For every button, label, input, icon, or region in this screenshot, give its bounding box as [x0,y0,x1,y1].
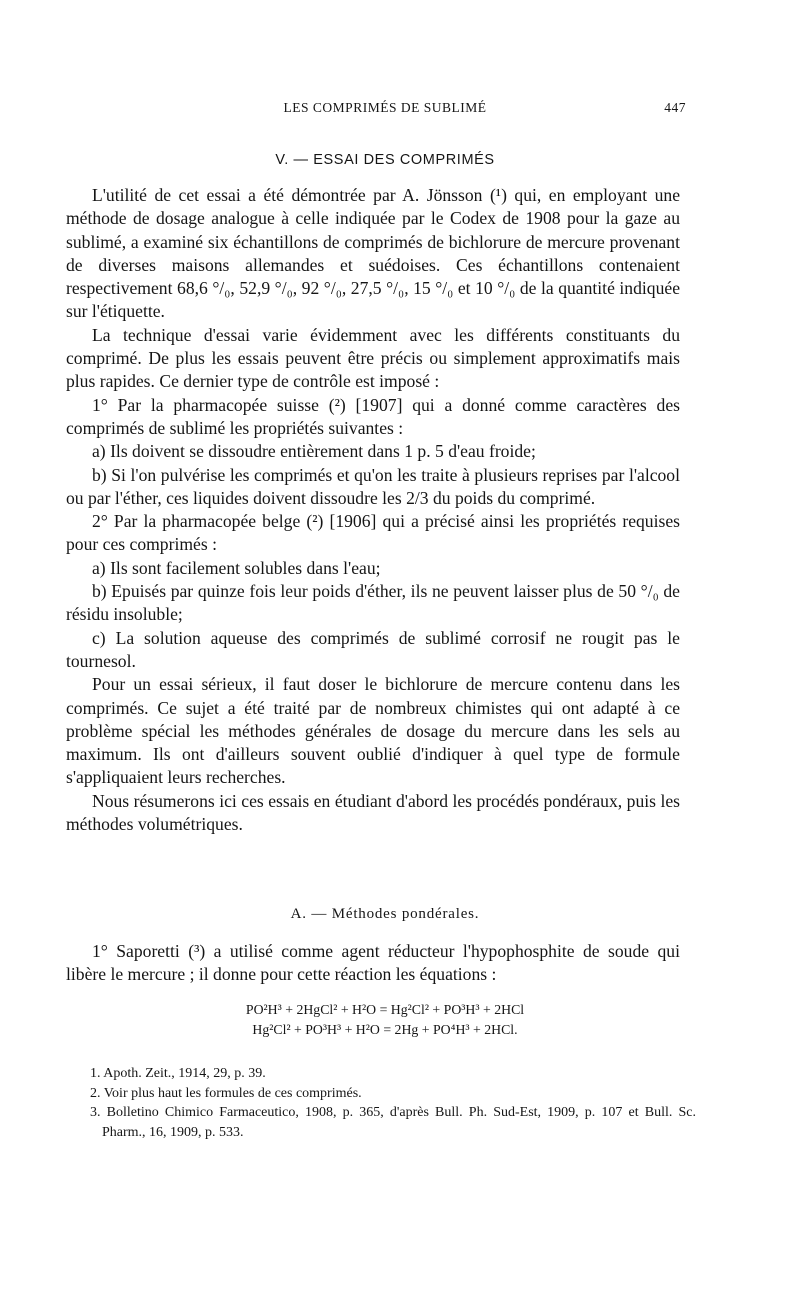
section-title: V. — ESSAI DES COMPRIMÉS [275,152,495,168]
equation-1: PO²H³ + 2HgCl² + H²O = Hg²Cl² + PO³H³ + 2HCl [245,1002,525,1017]
item-swiss-pharmacopoeia: 1° Par la pharmacopée suisse (²) [1907] qui a donné comme caractères des comprimés de sublimé les propriétés suivantes : [66,394,680,438]
item-swiss-a: a) Ils doivent se dissoudre entièrement dans 1 p. 5 d'eau froide; [92,441,536,462]
footnote-2: 2. Voir plus haut les formules de ces comprimés. [90,1085,362,1101]
item-belgian-a: a) Ils sont facilement solubles dans l'eau; [92,557,381,578]
footnote-3: 3. Bolletino Chimico Farmaceutico, 1908, p. 365, d'après Bull. Ph. Sud-Est, 1909, p. 107 et Bull. Sc. Pharm., 16, 1909, p. 533. [90,1105,696,1140]
subheading-methods: A. — Méthodes pondérales. [290,906,480,922]
item-belgian-b: b) Epuisés par quinze fois leur poids d'éther, ils ne peuvent laisser plus de 50 °/₀ de résidu insoluble; [66,581,680,625]
footnotes [90,1064,696,1142]
item-swiss-b: b) Si l'on pulvérise les comprimés et qu'on les traite à plusieurs reprises par l'alcool ou par l'éther, ces liquides doivent dissoudre les 2/3 du poids du comprimé. [66,464,680,508]
body-text-saporetti [66,940,680,987]
equation-2: Hg²Cl² + PO³H³ + H²O = 2Hg + PO⁴H³ + 2HCl. [252,1022,518,1037]
footnote-1: 1. Apoth. Zeit., 1914, 29, p. 39. [90,1066,266,1081]
paragraph-technique: La technique d'essai varie évidemment avec les différents constituants du comprimé. De plus les essais peuvent être précis ou simplement approximatifs mais plus rapides. Ce dernier type de contrôle est imposé : [66,324,680,392]
paragraph-intro: L'utilité de cet essai a été démontrée par A. Jönsson (¹) qui, en employant une méthode de dosage analogue à celle indiquée par le Codex de 1908 pour la gaze au sublimé, a examiné six échantillons de comprimés de bichlorure de mercure provenant de diverses maisons allemandes et suédoises. Ces échantillons contenaient respectivement 68,6 °/₀, 52,9 °/₀, 92 °/₀, 27,5 °/₀, 15 °/₀ et 10 °/₀ de la quantité indiquée sur l'étiquette. [66,185,680,322]
item-belgian-c: c) La solution aqueuse des comprimés de sublimé corrosif ne rougit pas le tournesol. [66,627,680,671]
page-number: 447 [664,100,686,115]
equations-block [90,1000,680,1040]
paragraph-serious-assay: Pour un essai sérieux, il faut doser le bichlorure de mercure contenu dans les comprimés. Ce sujet a été traité par de nombreux chimistes qui ont adapté à ce problème spécial les méthodes générales de dosage du mercure dans les sels au maximum. Ils ont d'ailleurs souvent oublié d'indiquer à quel type de formule s'appliquaient leurs recherches. [66,674,680,788]
paragraph-saporetti: 1° Saporetti (³) a utilisé comme agent réducteur l'hypophosphite de soude qui libère le mercure ; il donne pour cette réaction les équations : [66,941,680,985]
body-text [66,184,680,836]
paragraph-summary: Nous résumerons ici ces essais en étudiant d'abord les procédés pondéraux, puis les méthodes volumétriques. [66,790,680,835]
running-title: LES COMPRIMÉS DE SUBLIMÉ [283,100,487,115]
item-belgian-pharmacopoeia: 2° Par la pharmacopée belge (²) [1906] qui a précisé ainsi les propriétés requises pour ces comprimés : [66,511,680,555]
